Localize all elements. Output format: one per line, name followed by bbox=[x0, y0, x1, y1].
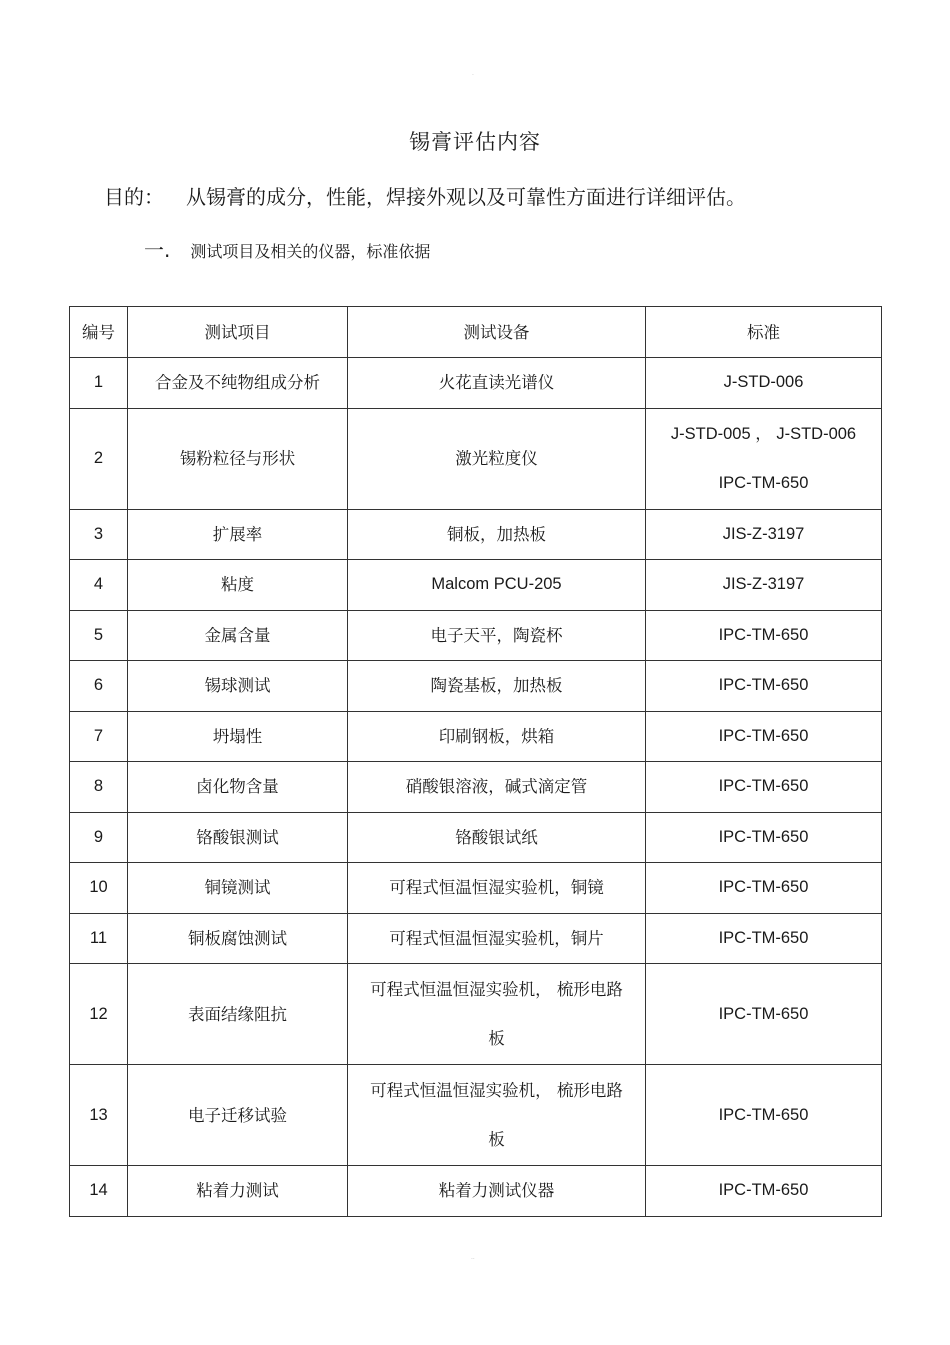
table-row bbox=[70, 812, 882, 863]
row-standard: IPC-TM-650 bbox=[646, 812, 882, 863]
row-no: 1 bbox=[70, 358, 128, 409]
row-item: 铜板腐蚀测试 bbox=[128, 913, 348, 964]
row-standard: JIS-Z-3197 bbox=[646, 560, 882, 611]
row-standard: IPC-TM-650 bbox=[646, 711, 882, 762]
row-no: 10 bbox=[70, 863, 128, 914]
row-no: 3 bbox=[70, 509, 128, 560]
row-equipment-line1: 可程式恒温恒湿实验机， 梳形电路 bbox=[370, 980, 623, 999]
row-standard: IPC-TM-650 bbox=[646, 964, 882, 1065]
row-no: 12 bbox=[70, 964, 128, 1065]
page-mark-top: · bbox=[472, 72, 474, 79]
purpose-line bbox=[104, 181, 746, 210]
row-no: 8 bbox=[70, 762, 128, 813]
row-equipment: 硝酸银溶液，碱式滴定管 bbox=[348, 762, 646, 813]
row-item: 锡粉粒径与形状 bbox=[128, 408, 348, 509]
table-row bbox=[70, 1166, 882, 1217]
row-equipment: 铬酸银试纸 bbox=[348, 812, 646, 863]
row-equipment: 火花直读光谱仪 bbox=[348, 358, 646, 409]
row-equipment: 铜板，加热板 bbox=[348, 509, 646, 560]
row-equipment-line2: 板 bbox=[488, 1029, 505, 1048]
section-number: 一. bbox=[144, 238, 171, 262]
table-row bbox=[70, 560, 882, 611]
row-equipment: 印刷钢板，烘箱 bbox=[348, 711, 646, 762]
row-standard: JIS-Z-3197 bbox=[646, 509, 882, 560]
table-row bbox=[70, 610, 882, 661]
row-item: 粘着力测试 bbox=[128, 1166, 348, 1217]
header-equipment: 测试设备 bbox=[348, 307, 646, 358]
row-standard: IPC-TM-650 bbox=[646, 762, 882, 813]
row-equipment: 电子天平，陶瓷杯 bbox=[348, 610, 646, 661]
row-no: 5 bbox=[70, 610, 128, 661]
table-row bbox=[70, 661, 882, 712]
row-item: 铬酸银测试 bbox=[128, 812, 348, 863]
row-item: 表面结缘阻抗 bbox=[128, 964, 348, 1065]
row-no: 6 bbox=[70, 661, 128, 712]
row-no: 11 bbox=[70, 913, 128, 964]
table-row bbox=[70, 762, 882, 813]
row-equipment: 可程式恒温恒湿实验机，铜镜 bbox=[348, 863, 646, 914]
row-equipment bbox=[348, 964, 646, 1065]
row-equipment bbox=[348, 1065, 646, 1166]
row-standard: IPC-TM-650 bbox=[646, 1065, 882, 1166]
table-row bbox=[70, 863, 882, 914]
row-standard-line2: IPC-TM-650 bbox=[718, 473, 809, 492]
header-item: 测试项目 bbox=[128, 307, 348, 358]
row-equipment: 陶瓷基板，加热板 bbox=[348, 661, 646, 712]
row-standard: IPC-TM-650 bbox=[646, 661, 882, 712]
doc-title: 锡膏评估内容 bbox=[409, 130, 541, 154]
purpose-label: 目的： bbox=[104, 185, 164, 209]
row-no: 2 bbox=[70, 408, 128, 509]
row-equipment: 激光粒度仪 bbox=[348, 408, 646, 509]
header-no: 编号 bbox=[70, 307, 128, 358]
row-item: 金属含量 bbox=[128, 610, 348, 661]
row-standard: IPC-TM-650 bbox=[646, 610, 882, 661]
row-item: 粘度 bbox=[128, 560, 348, 611]
row-equipment-line2: 板 bbox=[488, 1130, 505, 1149]
table-header-row bbox=[70, 307, 882, 358]
row-equipment: 可程式恒温恒湿实验机，铜片 bbox=[348, 913, 646, 964]
row-item: 合金及不纯物组成分析 bbox=[128, 358, 348, 409]
row-equipment: 粘着力测试仪器 bbox=[348, 1166, 646, 1217]
row-standard-line1: J-STD-005 ， J-STD-006 bbox=[670, 424, 857, 443]
row-no: 14 bbox=[70, 1166, 128, 1217]
row-item: 卤化物含量 bbox=[128, 762, 348, 813]
row-equipment: Malcom PCU-205 bbox=[348, 560, 646, 611]
row-item: 电子迁移试验 bbox=[128, 1065, 348, 1166]
page-mark-bottom: ·· bbox=[471, 1256, 475, 1263]
table-row bbox=[70, 408, 882, 509]
row-standard: IPC-TM-650 bbox=[646, 863, 882, 914]
row-equipment-line1: 可程式恒温恒湿实验机， 梳形电路 bbox=[370, 1081, 623, 1100]
table-row bbox=[70, 358, 882, 409]
row-item: 锡球测试 bbox=[128, 661, 348, 712]
row-no: 9 bbox=[70, 812, 128, 863]
table-row bbox=[70, 913, 882, 964]
table-row bbox=[70, 1065, 882, 1166]
section-heading bbox=[144, 234, 430, 263]
row-standard bbox=[646, 408, 882, 509]
row-item: 扩展率 bbox=[128, 509, 348, 560]
row-no: 13 bbox=[70, 1065, 128, 1166]
table-row bbox=[70, 964, 882, 1065]
row-standard: IPC-TM-650 bbox=[646, 1166, 882, 1217]
row-standard: IPC-TM-650 bbox=[646, 913, 882, 964]
table-row bbox=[70, 711, 882, 762]
row-no: 7 bbox=[70, 711, 128, 762]
header-standard: 标准 bbox=[646, 307, 882, 358]
section-title: 测试项目及相关的仪器，标准依据 bbox=[190, 242, 431, 261]
row-standard: J-STD-006 bbox=[646, 358, 882, 409]
table-row bbox=[70, 509, 882, 560]
row-no: 4 bbox=[70, 560, 128, 611]
purpose-text: 从锡膏的成分，性能，焊接外观以及可靠性方面进行详细评估。 bbox=[186, 185, 746, 209]
row-item: 铜镜测试 bbox=[128, 863, 348, 914]
test-items-table bbox=[69, 306, 882, 1217]
row-item: 坍塌性 bbox=[128, 711, 348, 762]
